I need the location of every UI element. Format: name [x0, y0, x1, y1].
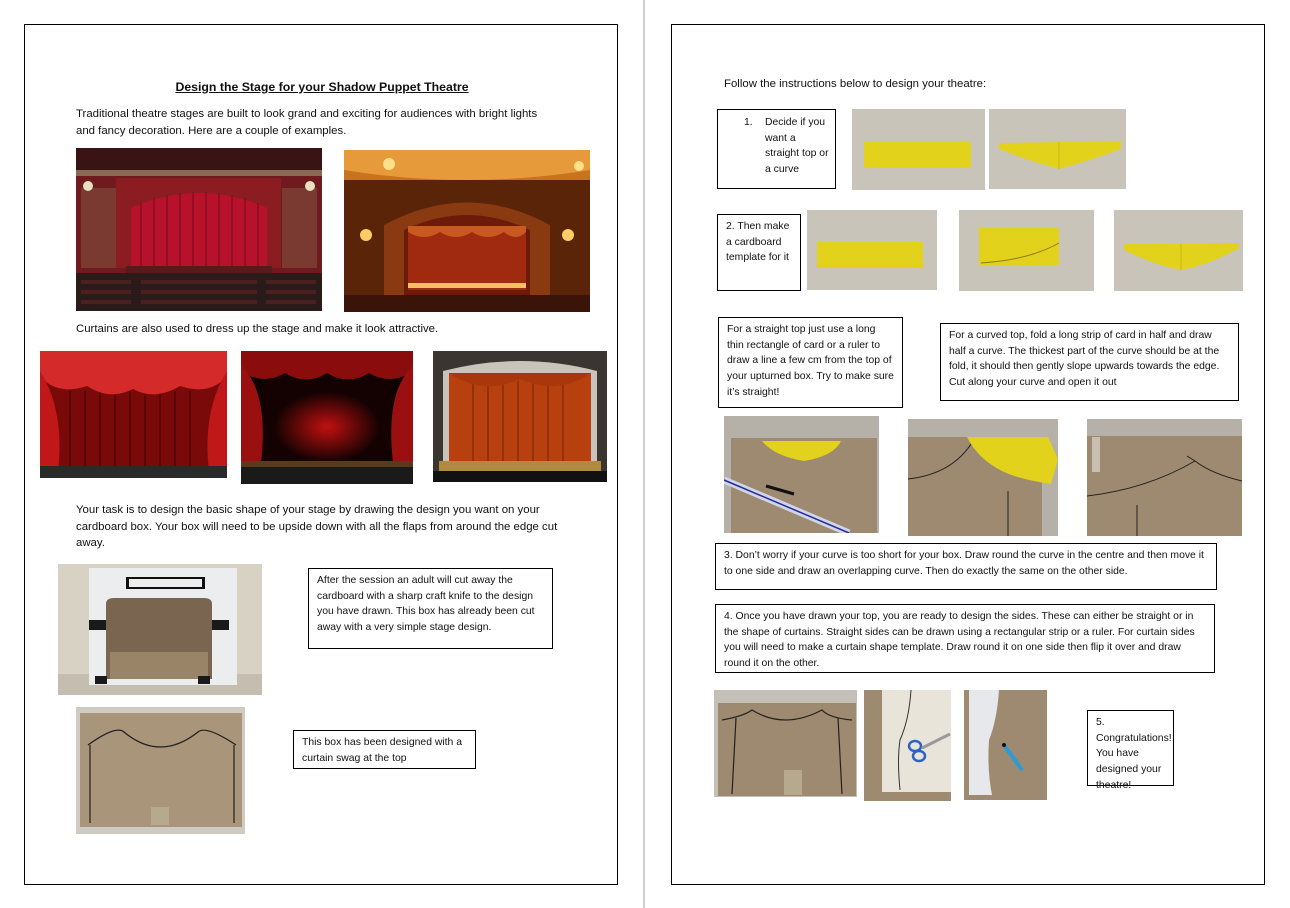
instructions-heading: Follow the instructions below to design your theatre: [724, 78, 987, 90]
step-3-box: 3. Don’t worry if your curve is too short for your box. Draw round the curve in the centre and then move it to one side and draw an overlapping curve. Then do exactly the same on the other side. [715, 543, 1217, 590]
swag-box-photo [76, 707, 245, 834]
curtain-photo-orange-stage [433, 351, 607, 482]
theatre-photo-red-auditorium [76, 148, 322, 311]
yellow-strip-straight-photo [852, 109, 985, 190]
page-right [671, 24, 1265, 885]
page-left [24, 24, 618, 885]
template-step-folded-photo [959, 210, 1094, 291]
note-box-curtain-swag: This box has been designed with a curtain swag at the top [293, 730, 476, 769]
template-step-strip-photo [807, 210, 937, 290]
curve-drawn-on-box-photo [1087, 419, 1242, 536]
page-divider [643, 0, 645, 908]
curtain-template-on-box-photo [964, 690, 1047, 800]
yellow-strip-curved-photo [989, 109, 1126, 189]
cutout-box-photo [58, 564, 262, 695]
task-paragraph: Your task is to design the basic shape of your stage by drawing the design you want on your cardboard box. Your box will need to be upside down with all the flaps from around the edge cut away. [76, 504, 558, 549]
step-1-text: Decide if you want a straight top or a curve [765, 117, 829, 176]
straight-top-note: For a straight top just use a long thin rectangle of card or a ruler to draw a line a few cm from the top of your upturned box. Try to make sure it’s straight! [718, 317, 903, 408]
template-step-opened-photo [1114, 210, 1243, 291]
step-1-box [717, 109, 836, 189]
curved-top-note: For a curved top, fold a long strip of card in half and draw half a curve. The thickest part of the curve should be at the fold, it should then gently slope upwards towards the edge. Cut along your curve and open it out [940, 323, 1239, 401]
page-title: Design the Stage for your Shadow Puppet Theatre [175, 80, 469, 94]
curtain-paragraph: Curtains are also used to dress up the stage and make it look attractive. [76, 323, 439, 335]
intro-paragraph: Traditional theatre stages are built to look grand and exciting for audiences with bright lights and fancy decoration. Here are a couple of examples. [76, 108, 538, 137]
step-1-number: 1. [744, 117, 753, 128]
step-5-box: 5. Congratulations! You have designed your theatre! [1087, 710, 1174, 786]
curtain-photo-red-swag [40, 351, 227, 478]
step-2-box: 2. Then make a cardboard template for it [717, 214, 801, 291]
curtain-template-scissors-photo [864, 690, 951, 801]
finished-box-photo [714, 690, 857, 797]
curve-template-on-box-photo [724, 416, 879, 533]
theatre-photo-golden-hall [344, 150, 590, 312]
step-4-box: 4. Once you have drawn your top, you are ready to design the sides. These can either be straight or in the shape of curtains. Straight sides can be drawn using a rectangular strip or a ruler. For curtain sides you will need to make a curtain shape template. Draw round it on one side then flip it over and draw round it on the other. [715, 604, 1215, 673]
note-box-adult-cut: After the session an adult will cut away the cardboard with a sharp craft knife to the design you have drawn. This box has already been cut away with a very simple stage design. [308, 568, 553, 649]
curtain-photo-spotlight [241, 351, 413, 484]
curve-template-shifted-photo [908, 419, 1058, 536]
